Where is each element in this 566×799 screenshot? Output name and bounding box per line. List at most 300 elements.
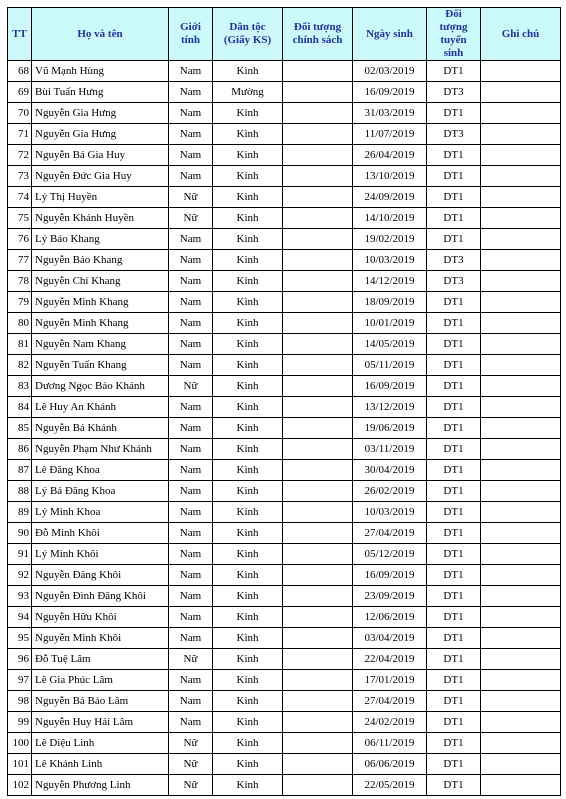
cell-tt: 82 — [8, 355, 32, 376]
cell-policy — [283, 670, 353, 691]
cell-sex: Nam — [169, 124, 213, 145]
cell-dob: 14/05/2019 — [353, 334, 427, 355]
cell-enroll: DT1 — [427, 607, 481, 628]
cell-ethnicity: Kinh — [213, 649, 283, 670]
cell-note — [481, 628, 561, 649]
table-row — [8, 502, 561, 523]
cell-enroll: DT1 — [427, 481, 481, 502]
cell-enroll: DT1 — [427, 376, 481, 397]
cell-dob: 22/04/2019 — [353, 649, 427, 670]
cell-tt: 90 — [8, 523, 32, 544]
cell-tt: 92 — [8, 565, 32, 586]
cell-ethnicity: Kinh — [213, 439, 283, 460]
cell-name: Đỗ Tuệ Lâm — [32, 649, 169, 670]
cell-enroll: DT3 — [427, 250, 481, 271]
cell-tt: 71 — [8, 124, 32, 145]
table-row — [8, 187, 561, 208]
cell-tt: 86 — [8, 439, 32, 460]
cell-enroll: DT1 — [427, 61, 481, 82]
cell-tt: 80 — [8, 313, 32, 334]
cell-note — [481, 145, 561, 166]
cell-tt: 85 — [8, 418, 32, 439]
table-row — [8, 103, 561, 124]
cell-name: Bùi Tuấn Hưng — [32, 82, 169, 103]
cell-enroll: DT1 — [427, 166, 481, 187]
cell-policy — [283, 439, 353, 460]
cell-dob: 10/03/2019 — [353, 502, 427, 523]
cell-enroll: DT1 — [427, 754, 481, 775]
cell-note — [481, 607, 561, 628]
cell-sex: Nữ — [169, 376, 213, 397]
cell-note — [481, 166, 561, 187]
cell-name: Lê Diệu Linh — [32, 733, 169, 754]
cell-policy — [283, 208, 353, 229]
cell-dob: 19/02/2019 — [353, 229, 427, 250]
cell-enroll: DT1 — [427, 586, 481, 607]
cell-dob: 24/09/2019 — [353, 187, 427, 208]
cell-enroll: DT3 — [427, 82, 481, 103]
cell-enroll: DT1 — [427, 418, 481, 439]
cell-policy — [283, 565, 353, 586]
table-row — [8, 544, 561, 565]
cell-tt: 83 — [8, 376, 32, 397]
cell-dob: 23/09/2019 — [353, 586, 427, 607]
cell-dob: 14/10/2019 — [353, 208, 427, 229]
cell-policy — [283, 103, 353, 124]
cell-note — [481, 481, 561, 502]
cell-enroll: DT1 — [427, 502, 481, 523]
cell-note — [481, 544, 561, 565]
cell-tt: 94 — [8, 607, 32, 628]
cell-name: Nguyễn Đức Gia Huy — [32, 166, 169, 187]
cell-sex: Nam — [169, 523, 213, 544]
cell-tt: 88 — [8, 481, 32, 502]
cell-name: Lý Minh Khoa — [32, 502, 169, 523]
cell-note — [481, 460, 561, 481]
cell-note — [481, 565, 561, 586]
cell-note — [481, 208, 561, 229]
table-row — [8, 733, 561, 754]
cell-sex: Nữ — [169, 187, 213, 208]
cell-tt: 81 — [8, 334, 32, 355]
table-row — [8, 376, 561, 397]
table-row — [8, 712, 561, 733]
header-row — [8, 8, 561, 61]
cell-sex: Nam — [169, 544, 213, 565]
cell-note — [481, 418, 561, 439]
cell-name: Nguyễn Phương Linh — [32, 775, 169, 796]
cell-sex: Nam — [169, 82, 213, 103]
cell-name: Nguyễn Phạm Như Khánh — [32, 439, 169, 460]
table-row — [8, 355, 561, 376]
cell-tt: 87 — [8, 460, 32, 481]
cell-ethnicity: Kinh — [213, 754, 283, 775]
cell-ethnicity: Kinh — [213, 712, 283, 733]
cell-enroll: DT1 — [427, 187, 481, 208]
cell-sex: Nam — [169, 439, 213, 460]
cell-note — [481, 586, 561, 607]
cell-enroll: DT1 — [427, 334, 481, 355]
table-row — [8, 418, 561, 439]
cell-note — [481, 649, 561, 670]
cell-ethnicity: Kinh — [213, 670, 283, 691]
cell-note — [481, 313, 561, 334]
cell-name: Lý Bảo Khang — [32, 229, 169, 250]
cell-name: Lý Bá Đăng Khoa — [32, 481, 169, 502]
cell-ethnicity: Kinh — [213, 166, 283, 187]
cell-enroll: DT1 — [427, 208, 481, 229]
cell-sex: Nữ — [169, 775, 213, 796]
cell-name: Nguyễn Minh Khang — [32, 313, 169, 334]
cell-note — [481, 691, 561, 712]
cell-dob: 16/09/2019 — [353, 376, 427, 397]
cell-enroll: DT1 — [427, 670, 481, 691]
cell-dob: 10/01/2019 — [353, 313, 427, 334]
cell-tt: 89 — [8, 502, 32, 523]
table-row — [8, 754, 561, 775]
cell-sex: Nữ — [169, 754, 213, 775]
cell-note — [481, 271, 561, 292]
cell-sex: Nữ — [169, 733, 213, 754]
cell-ethnicity: Kinh — [213, 733, 283, 754]
cell-dob: 14/12/2019 — [353, 271, 427, 292]
cell-enroll: DT1 — [427, 775, 481, 796]
cell-tt: 93 — [8, 586, 32, 607]
cell-name: Nguyễn Bá Khánh — [32, 418, 169, 439]
cell-sex: Nam — [169, 670, 213, 691]
cell-note — [481, 250, 561, 271]
table-row — [8, 628, 561, 649]
cell-name: Lý Minh Khôi — [32, 544, 169, 565]
cell-enroll: DT1 — [427, 292, 481, 313]
cell-note — [481, 229, 561, 250]
header-policy: Đối tượng chính sách — [283, 8, 353, 61]
cell-tt: 75 — [8, 208, 32, 229]
cell-name: Nguyễn Đình Đăng Khôi — [32, 586, 169, 607]
cell-policy — [283, 544, 353, 565]
cell-name: Lê Huy An Khánh — [32, 397, 169, 418]
cell-name: Nguyễn Tuấn Khang — [32, 355, 169, 376]
cell-ethnicity: Kinh — [213, 544, 283, 565]
cell-dob: 12/06/2019 — [353, 607, 427, 628]
header-name: Họ và tên — [32, 8, 169, 61]
cell-tt: 99 — [8, 712, 32, 733]
cell-ethnicity: Kinh — [213, 355, 283, 376]
cell-tt: 70 — [8, 103, 32, 124]
cell-sex: Nam — [169, 607, 213, 628]
cell-dob: 10/03/2019 — [353, 250, 427, 271]
cell-policy — [283, 649, 353, 670]
cell-dob: 27/04/2019 — [353, 523, 427, 544]
table-row — [8, 775, 561, 796]
cell-enroll: DT1 — [427, 544, 481, 565]
table-row — [8, 586, 561, 607]
cell-dob: 05/11/2019 — [353, 355, 427, 376]
cell-tt: 72 — [8, 145, 32, 166]
cell-sex: Nam — [169, 397, 213, 418]
cell-policy — [283, 754, 353, 775]
cell-name: Dương Ngọc Bảo Khánh — [32, 376, 169, 397]
cell-ethnicity: Mường — [213, 82, 283, 103]
table-header — [8, 8, 561, 61]
table-row — [8, 313, 561, 334]
cell-ethnicity: Kinh — [213, 460, 283, 481]
cell-note — [481, 292, 561, 313]
cell-tt: 78 — [8, 271, 32, 292]
cell-policy — [283, 691, 353, 712]
cell-ethnicity: Kinh — [213, 250, 283, 271]
table-row — [8, 208, 561, 229]
cell-ethnicity: Kinh — [213, 397, 283, 418]
cell-policy — [283, 607, 353, 628]
cell-sex: Nam — [169, 61, 213, 82]
cell-dob: 03/04/2019 — [353, 628, 427, 649]
cell-tt: 77 — [8, 250, 32, 271]
cell-dob: 13/10/2019 — [353, 166, 427, 187]
cell-note — [481, 733, 561, 754]
cell-name: Nguyễn Chí Khang — [32, 271, 169, 292]
cell-name: Lý Thị Huyền — [32, 187, 169, 208]
cell-policy — [283, 334, 353, 355]
student-list-sheet — [7, 7, 561, 796]
cell-tt: 91 — [8, 544, 32, 565]
cell-enroll: DT3 — [427, 124, 481, 145]
cell-dob: 03/11/2019 — [353, 439, 427, 460]
cell-dob: 11/07/2019 — [353, 124, 427, 145]
student-table — [7, 7, 561, 796]
table-row — [8, 397, 561, 418]
cell-enroll: DT1 — [427, 397, 481, 418]
cell-enroll: DT1 — [427, 691, 481, 712]
cell-enroll: DT1 — [427, 712, 481, 733]
cell-ethnicity: Kinh — [213, 418, 283, 439]
cell-tt: 95 — [8, 628, 32, 649]
cell-policy — [283, 124, 353, 145]
cell-sex: Nam — [169, 691, 213, 712]
cell-tt: 69 — [8, 82, 32, 103]
cell-note — [481, 754, 561, 775]
table-body — [8, 61, 561, 796]
cell-policy — [283, 61, 353, 82]
cell-tt: 74 — [8, 187, 32, 208]
cell-policy — [283, 229, 353, 250]
table-row — [8, 460, 561, 481]
cell-ethnicity: Kinh — [213, 271, 283, 292]
cell-sex: Nam — [169, 418, 213, 439]
cell-tt: 97 — [8, 670, 32, 691]
cell-policy — [283, 481, 353, 502]
cell-ethnicity: Kinh — [213, 502, 283, 523]
cell-dob: 06/06/2019 — [353, 754, 427, 775]
cell-note — [481, 670, 561, 691]
cell-ethnicity: Kinh — [213, 229, 283, 250]
cell-policy — [283, 376, 353, 397]
cell-name: Nguyễn Bảo Khang — [32, 250, 169, 271]
cell-ethnicity: Kinh — [213, 145, 283, 166]
cell-name: Lê Đăng Khoa — [32, 460, 169, 481]
table-row — [8, 439, 561, 460]
cell-ethnicity: Kinh — [213, 187, 283, 208]
cell-sex: Nam — [169, 271, 213, 292]
cell-enroll: DT1 — [427, 145, 481, 166]
cell-note — [481, 502, 561, 523]
header-dob: Ngày sinh — [353, 8, 427, 61]
cell-note — [481, 376, 561, 397]
cell-tt: 96 — [8, 649, 32, 670]
table-row — [8, 607, 561, 628]
cell-ethnicity: Kinh — [213, 586, 283, 607]
cell-dob: 18/09/2019 — [353, 292, 427, 313]
header-enroll: Đối tượng tuyển sinh — [427, 8, 481, 61]
cell-name: Nguyễn Huy Hải Lâm — [32, 712, 169, 733]
cell-policy — [283, 712, 353, 733]
cell-dob: 26/04/2019 — [353, 145, 427, 166]
cell-sex: Nam — [169, 313, 213, 334]
cell-tt: 84 — [8, 397, 32, 418]
cell-name: Nguyễn Nam Khang — [32, 334, 169, 355]
cell-name: Nguyễn Hữu Khôi — [32, 607, 169, 628]
cell-ethnicity: Kinh — [213, 607, 283, 628]
cell-ethnicity: Kinh — [213, 775, 283, 796]
cell-sex: Nam — [169, 145, 213, 166]
cell-dob: 30/04/2019 — [353, 460, 427, 481]
cell-note — [481, 334, 561, 355]
cell-tt: 101 — [8, 754, 32, 775]
header-sex: Giới tính — [169, 8, 213, 61]
cell-dob: 31/03/2019 — [353, 103, 427, 124]
cell-tt: 98 — [8, 691, 32, 712]
cell-enroll: DT1 — [427, 229, 481, 250]
cell-ethnicity: Kinh — [213, 61, 283, 82]
cell-dob: 22/05/2019 — [353, 775, 427, 796]
cell-note — [481, 124, 561, 145]
cell-sex: Nam — [169, 292, 213, 313]
cell-policy — [283, 313, 353, 334]
cell-tt: 100 — [8, 733, 32, 754]
cell-policy — [283, 397, 353, 418]
cell-dob: 17/01/2019 — [353, 670, 427, 691]
table-row — [8, 82, 561, 103]
cell-tt: 102 — [8, 775, 32, 796]
cell-sex: Nữ — [169, 208, 213, 229]
cell-ethnicity: Kinh — [213, 334, 283, 355]
cell-policy — [283, 292, 353, 313]
cell-policy — [283, 187, 353, 208]
header-tt: TT — [8, 8, 32, 61]
cell-note — [481, 712, 561, 733]
cell-policy — [283, 82, 353, 103]
cell-name: Nguyễn Minh Khôi — [32, 628, 169, 649]
cell-policy — [283, 145, 353, 166]
cell-ethnicity: Kinh — [213, 523, 283, 544]
table-row — [8, 229, 561, 250]
table-row — [8, 145, 561, 166]
cell-sex: Nam — [169, 565, 213, 586]
cell-name: Nguyễn Gia Hưng — [32, 103, 169, 124]
cell-dob: 06/11/2019 — [353, 733, 427, 754]
cell-policy — [283, 271, 353, 292]
cell-dob: 16/09/2019 — [353, 82, 427, 103]
cell-enroll: DT1 — [427, 733, 481, 754]
cell-note — [481, 775, 561, 796]
cell-sex: Nam — [169, 628, 213, 649]
cell-policy — [283, 523, 353, 544]
table-row — [8, 166, 561, 187]
cell-dob: 05/12/2019 — [353, 544, 427, 565]
cell-enroll: DT1 — [427, 460, 481, 481]
table-row — [8, 649, 561, 670]
cell-sex: Nam — [169, 103, 213, 124]
cell-name: Nguyễn Bá Bảo Lâm — [32, 691, 169, 712]
cell-ethnicity: Kinh — [213, 103, 283, 124]
cell-enroll: DT1 — [427, 565, 481, 586]
header-note: Ghi chú — [481, 8, 561, 61]
cell-enroll: DT1 — [427, 628, 481, 649]
table-row — [8, 61, 561, 82]
cell-sex: Nam — [169, 166, 213, 187]
table-row — [8, 481, 561, 502]
cell-note — [481, 187, 561, 208]
cell-note — [481, 355, 561, 376]
cell-name: Nguyễn Gia Hưng — [32, 124, 169, 145]
cell-policy — [283, 355, 353, 376]
cell-note — [481, 61, 561, 82]
cell-name: Đỗ Minh Khôi — [32, 523, 169, 544]
cell-tt: 68 — [8, 61, 32, 82]
cell-name: Vũ Mạnh Hùng — [32, 61, 169, 82]
cell-note — [481, 82, 561, 103]
cell-sex: Nữ — [169, 649, 213, 670]
cell-tt: 73 — [8, 166, 32, 187]
cell-sex: Nam — [169, 355, 213, 376]
cell-note — [481, 439, 561, 460]
cell-policy — [283, 250, 353, 271]
cell-dob: 02/03/2019 — [353, 61, 427, 82]
cell-name: Nguyễn Đăng Khôi — [32, 565, 169, 586]
cell-sex: Nam — [169, 586, 213, 607]
cell-ethnicity: Kinh — [213, 691, 283, 712]
table-row — [8, 670, 561, 691]
cell-policy — [283, 733, 353, 754]
cell-name: Lê Gia Phúc Lâm — [32, 670, 169, 691]
cell-dob: 24/02/2019 — [353, 712, 427, 733]
cell-ethnicity: Kinh — [213, 376, 283, 397]
cell-enroll: DT1 — [427, 649, 481, 670]
cell-enroll: DT1 — [427, 523, 481, 544]
cell-sex: Nam — [169, 250, 213, 271]
cell-ethnicity: Kinh — [213, 292, 283, 313]
table-row — [8, 250, 561, 271]
cell-enroll: DT3 — [427, 271, 481, 292]
cell-policy — [283, 628, 353, 649]
cell-note — [481, 523, 561, 544]
cell-sex: Nam — [169, 460, 213, 481]
cell-ethnicity: Kinh — [213, 481, 283, 502]
cell-sex: Nam — [169, 229, 213, 250]
cell-policy — [283, 418, 353, 439]
cell-ethnicity: Kinh — [213, 124, 283, 145]
table-row — [8, 334, 561, 355]
cell-dob: 27/04/2019 — [353, 691, 427, 712]
cell-enroll: DT1 — [427, 103, 481, 124]
cell-enroll: DT1 — [427, 313, 481, 334]
table-row — [8, 292, 561, 313]
cell-dob: 13/12/2019 — [353, 397, 427, 418]
cell-policy — [283, 460, 353, 481]
cell-name: Nguyễn Khánh Huyền — [32, 208, 169, 229]
cell-sex: Nam — [169, 334, 213, 355]
cell-dob: 16/09/2019 — [353, 565, 427, 586]
